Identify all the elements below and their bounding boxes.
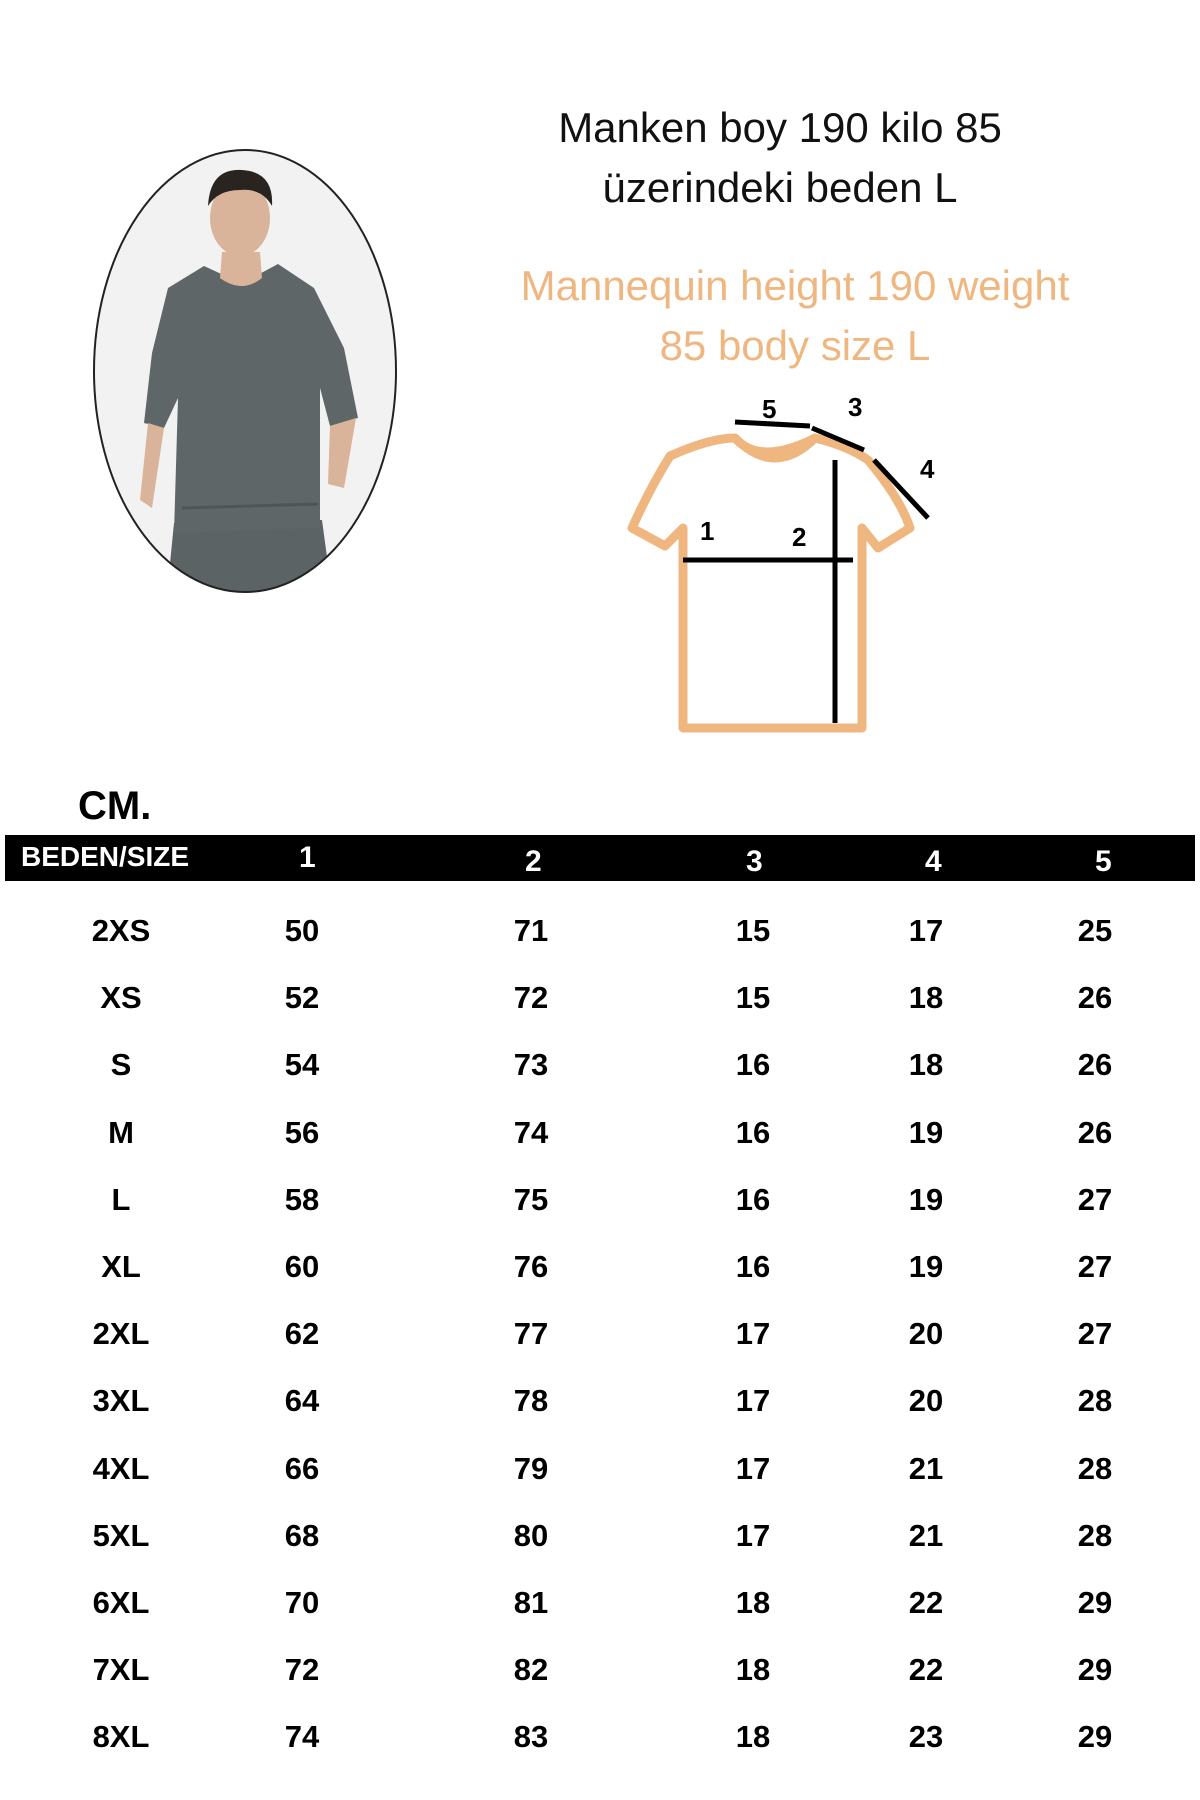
measurement-cell: 75 — [513, 1181, 549, 1217]
measurement-cell: 28 — [1077, 1517, 1113, 1553]
size-cell: L — [111, 1181, 131, 1217]
measurement-cell: 64 — [284, 1383, 320, 1419]
measurement-cell: 78 — [513, 1383, 549, 1419]
diagram-label-4: 4 — [920, 454, 935, 484]
model-photo — [92, 148, 398, 594]
diagram-label-3: 3 — [848, 392, 863, 422]
table-row — [5, 1703, 1195, 1770]
measurement-cell: 16 — [735, 1114, 771, 1150]
measurement-cell: 16 — [735, 1181, 771, 1217]
caption-tr-line-1: Manken boy 190 kilo 85 — [558, 104, 1002, 151]
measurement-cell: 20 — [908, 1316, 944, 1352]
measurement-cell: 29 — [1077, 1652, 1113, 1688]
measurement-cell: 27 — [1077, 1316, 1113, 1352]
measurement-cell: 17 — [735, 1517, 771, 1553]
table-row — [5, 1031, 1195, 1098]
size-cell: M — [108, 1114, 134, 1150]
measurement-cell: 19 — [908, 1248, 944, 1284]
table-row — [5, 1435, 1195, 1502]
measurement-cell: 18 — [735, 1652, 771, 1688]
measurement-cell: 21 — [908, 1450, 944, 1486]
size-table — [5, 835, 1195, 1770]
diagram-label-1: 1 — [700, 516, 715, 546]
measurement-cell: 52 — [284, 980, 320, 1016]
size-cell: 2XL — [92, 1316, 150, 1352]
measurement-cell: 56 — [284, 1114, 320, 1150]
measurement-cell: 15 — [735, 980, 771, 1016]
measurement-cell: 66 — [284, 1450, 320, 1486]
size-cell: XS — [100, 980, 142, 1016]
caption-en-line-1: Mannequin height 190 weight — [520, 262, 1070, 309]
measurement-cell: 17 — [908, 913, 944, 948]
measurement-cell: 18 — [735, 1719, 771, 1755]
table-row — [5, 964, 1195, 1031]
measurement-cell: 25 — [1077, 913, 1113, 948]
measurement-cell: 21 — [908, 1517, 944, 1553]
measurement-cell: 15 — [735, 913, 771, 948]
measurement-cell: 27 — [1077, 1181, 1113, 1217]
header-4: 4 — [925, 845, 942, 878]
measurement-cell: 80 — [513, 1517, 549, 1553]
measurement-cell: 22 — [908, 1652, 944, 1688]
table-row — [5, 1099, 1195, 1166]
measurement-cell: 58 — [284, 1181, 320, 1217]
mannequin-caption-tr — [500, 98, 1060, 218]
size-table-body — [5, 881, 1195, 1770]
measurement-cell: 19 — [908, 1114, 944, 1150]
diagram-label-2: 2 — [792, 522, 807, 552]
table-row — [5, 1502, 1195, 1569]
measurement-cell: 81 — [513, 1584, 549, 1620]
measurement-cell: 26 — [1077, 980, 1113, 1016]
size-cell: 4XL — [92, 1450, 150, 1486]
diagram-label-5: 5 — [762, 394, 777, 424]
measurement-cell: 17 — [735, 1383, 771, 1419]
measurement-cell: 22 — [908, 1584, 944, 1620]
measurement-cell: 17 — [735, 1450, 771, 1486]
measurement-cell: 79 — [513, 1450, 549, 1486]
measurement-cell: 16 — [735, 1047, 771, 1083]
measurement-cell: 60 — [284, 1248, 320, 1284]
measurement-cell: 71 — [513, 913, 549, 948]
header-3: 3 — [746, 845, 763, 878]
measurement-cell: 74 — [513, 1114, 549, 1150]
measurement-cell: 62 — [284, 1316, 320, 1352]
table-row — [5, 1636, 1195, 1703]
measurement-cell: 72 — [284, 1652, 320, 1688]
measurement-cell: 16 — [735, 1248, 771, 1284]
measurement-cell: 73 — [513, 1047, 549, 1083]
measurement-cell: 23 — [908, 1719, 944, 1755]
size-cell: 7XL — [92, 1652, 150, 1688]
measurement-cell: 50 — [284, 913, 320, 948]
measurement-cell: 72 — [513, 980, 549, 1016]
table-row — [5, 897, 1195, 964]
size-cell: S — [110, 1047, 132, 1083]
size-cell: 8XL — [92, 1719, 150, 1755]
table-row — [5, 1166, 1195, 1233]
unit-label: CM. — [78, 784, 152, 828]
measurement-cell: 29 — [1077, 1719, 1113, 1755]
measurement-cell: 29 — [1077, 1584, 1113, 1620]
measurement-cell: 82 — [513, 1652, 549, 1688]
measurement-cell: 27 — [1077, 1248, 1113, 1284]
tshirt-outline-icon — [632, 438, 910, 728]
measurement-cell: 18 — [908, 1047, 944, 1083]
measurement-cell: 28 — [1077, 1450, 1113, 1486]
measurement-cell: 26 — [1077, 1047, 1113, 1083]
measurement-cell: 28 — [1077, 1383, 1113, 1419]
table-row — [5, 1367, 1195, 1434]
size-cell: 5XL — [92, 1517, 150, 1553]
measurement-cell: 20 — [908, 1383, 944, 1419]
measurement-cell: 77 — [513, 1316, 549, 1352]
table-row — [5, 1569, 1195, 1636]
header-2: 2 — [525, 845, 542, 878]
tshirt-measurement-diagram — [610, 388, 940, 738]
measurement-cell: 74 — [284, 1719, 320, 1755]
mannequin-caption-en — [500, 256, 1090, 376]
table-row — [5, 1300, 1195, 1367]
size-cell: 6XL — [92, 1584, 150, 1620]
size-cell: 2XS — [91, 913, 151, 948]
measurement-cell: 68 — [284, 1517, 320, 1553]
measurement-cell: 26 — [1077, 1114, 1113, 1150]
measurement-cell: 18 — [735, 1584, 771, 1620]
table-row — [5, 1233, 1195, 1300]
caption-tr-line-2: üzerindeki beden L — [602, 164, 958, 211]
size-cell: 3XL — [92, 1383, 150, 1419]
size-table-header — [5, 835, 1195, 881]
caption-en-line-2: 85 body size L — [659, 322, 931, 369]
size-cell: XL — [101, 1248, 141, 1284]
header-size: BEDEN/SIZE — [21, 841, 190, 872]
measurement-cell: 76 — [513, 1248, 549, 1284]
header-5: 5 — [1095, 845, 1112, 878]
measurement-cell: 18 — [908, 980, 944, 1016]
measurement-cell: 17 — [735, 1316, 771, 1352]
measurement-cell: 70 — [284, 1584, 320, 1620]
measurement-cell: 83 — [513, 1719, 549, 1755]
header-1: 1 — [299, 841, 316, 874]
measurement-cell: 54 — [284, 1047, 320, 1083]
measurement-cell: 19 — [908, 1181, 944, 1217]
